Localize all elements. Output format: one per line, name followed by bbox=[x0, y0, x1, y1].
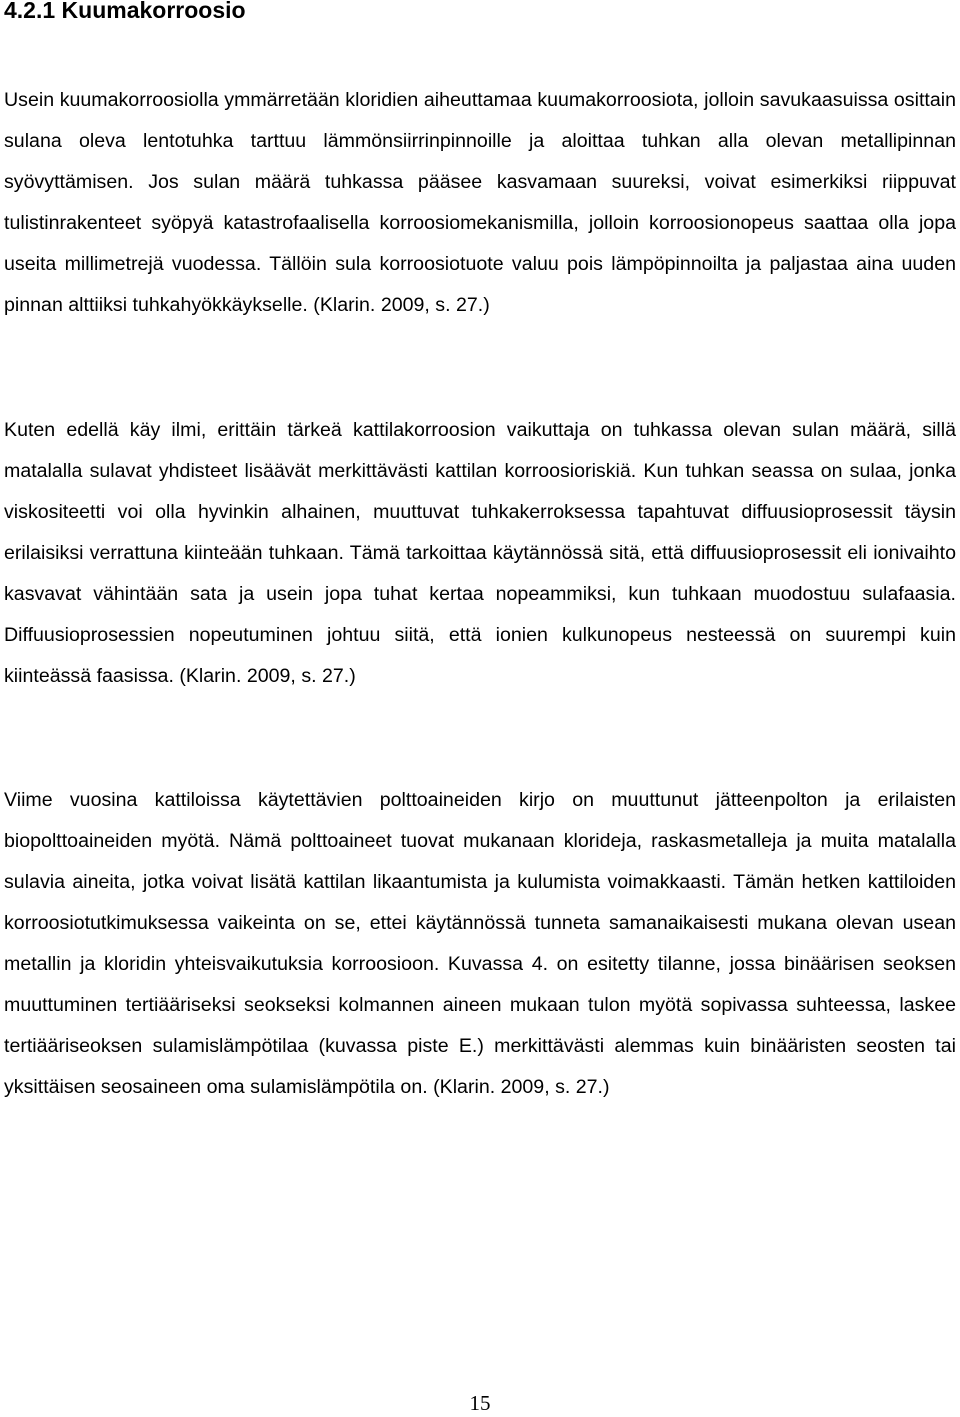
section-heading: 4.2.1 Kuumakorroosio bbox=[4, 0, 246, 23]
paragraph-1: Usein kuumakorroosiolla ymmärretään kloridien aiheuttamaa kuumakorroosiota, jolloin savukaasuissa osittain sulana oleva lentotuhka tarttuu lämmönsiirrinpinnoille ja aloittaa tuhkan alla olevan metallipinnan syövyttämisen. Jos sulan määrä tuhkassa pääsee kasvamaan suureksi, voivat esimerkiksi riippuvat tulistinrakenteet syöpyä katastrofaalisella korroosiomekanismilla, jolloin korroosionopeus saattaa olla jopa useita millimetrejä vuodessa. Tällöin sula korroosiotuote valuu pois lämpöpinnoilta ja paljastaa aina uuden pinnan alttiiksi tuhkahyökkäykselle. (Klarin. 2009, s. 27.) bbox=[4, 89, 956, 316]
paragraph-3: Viime vuosina kattiloissa käytettävien polttoaineiden kirjo on muuttunut jätteenpolton ja erilaisten biopolttoaineiden myötä. Nämä polttoaineet tuovat mukanaan klorideja, raskasmetalleja ja muita matalalla sulavia aineita, jotka voivat lisätä kattilan likaantumista ja kulumista voimakkaasti. Tämän hetken kattiloiden korroosiotutkimuksessa vaikeinta on se, ettei käytännössä tunneta samanaikaisesti mukana olevan usean metallin ja kloridin yhteisvaikutuksia korroosioon. Kuvassa 4. on esitetty tilanne, jossa binäärisen seoksen muuttuminen tertiääriseksi seokseksi kolmannen aineen mukaan tulon myötä sopivassa suhteessa, laskee tertiääriseoksen sulamislämpötilaa (kuvassa piste E.) merkittävästi alemmas kuin binääristen seosten tai yksittäisen seosaineen oma sulamislämpötila on. (Klarin. 2009, s. 27.) bbox=[4, 789, 956, 1098]
page-number: 15 bbox=[469, 1391, 491, 1415]
paragraph-2: Kuten edellä käy ilmi, erittäin tärkeä kattilakorroosion vaikuttaja on tuhkassa olevan sulan määrä, sillä matalalla sulavat yhdisteet lisäävät merkittävästi kattilan korroosioriskiä. Kun tuhkan seassa on sulaa, jonka viskositeetti voi olla hyvinkin alhainen, muuttuvat tuhkakerroksessa tapahtuvat diffuusioprosessit täysin erilaisiksi verrattuna kiinteään tuhkaan. Tämä tarkoittaa käytännössä sitä, että diffuusioprosessit eli ionivaihto kasvavat vähintään sata ja usein jopa tuhat kertaa nopeammiksi, kun tuhkaan muodostuu sulafaasia. Diffuusioprosessien nopeutuminen johtuu siitä, että ionien kulkunopeus nesteessä on suurempi kuin kiinteässä faasissa. (Klarin. 2009, s. 27.) bbox=[4, 419, 956, 687]
